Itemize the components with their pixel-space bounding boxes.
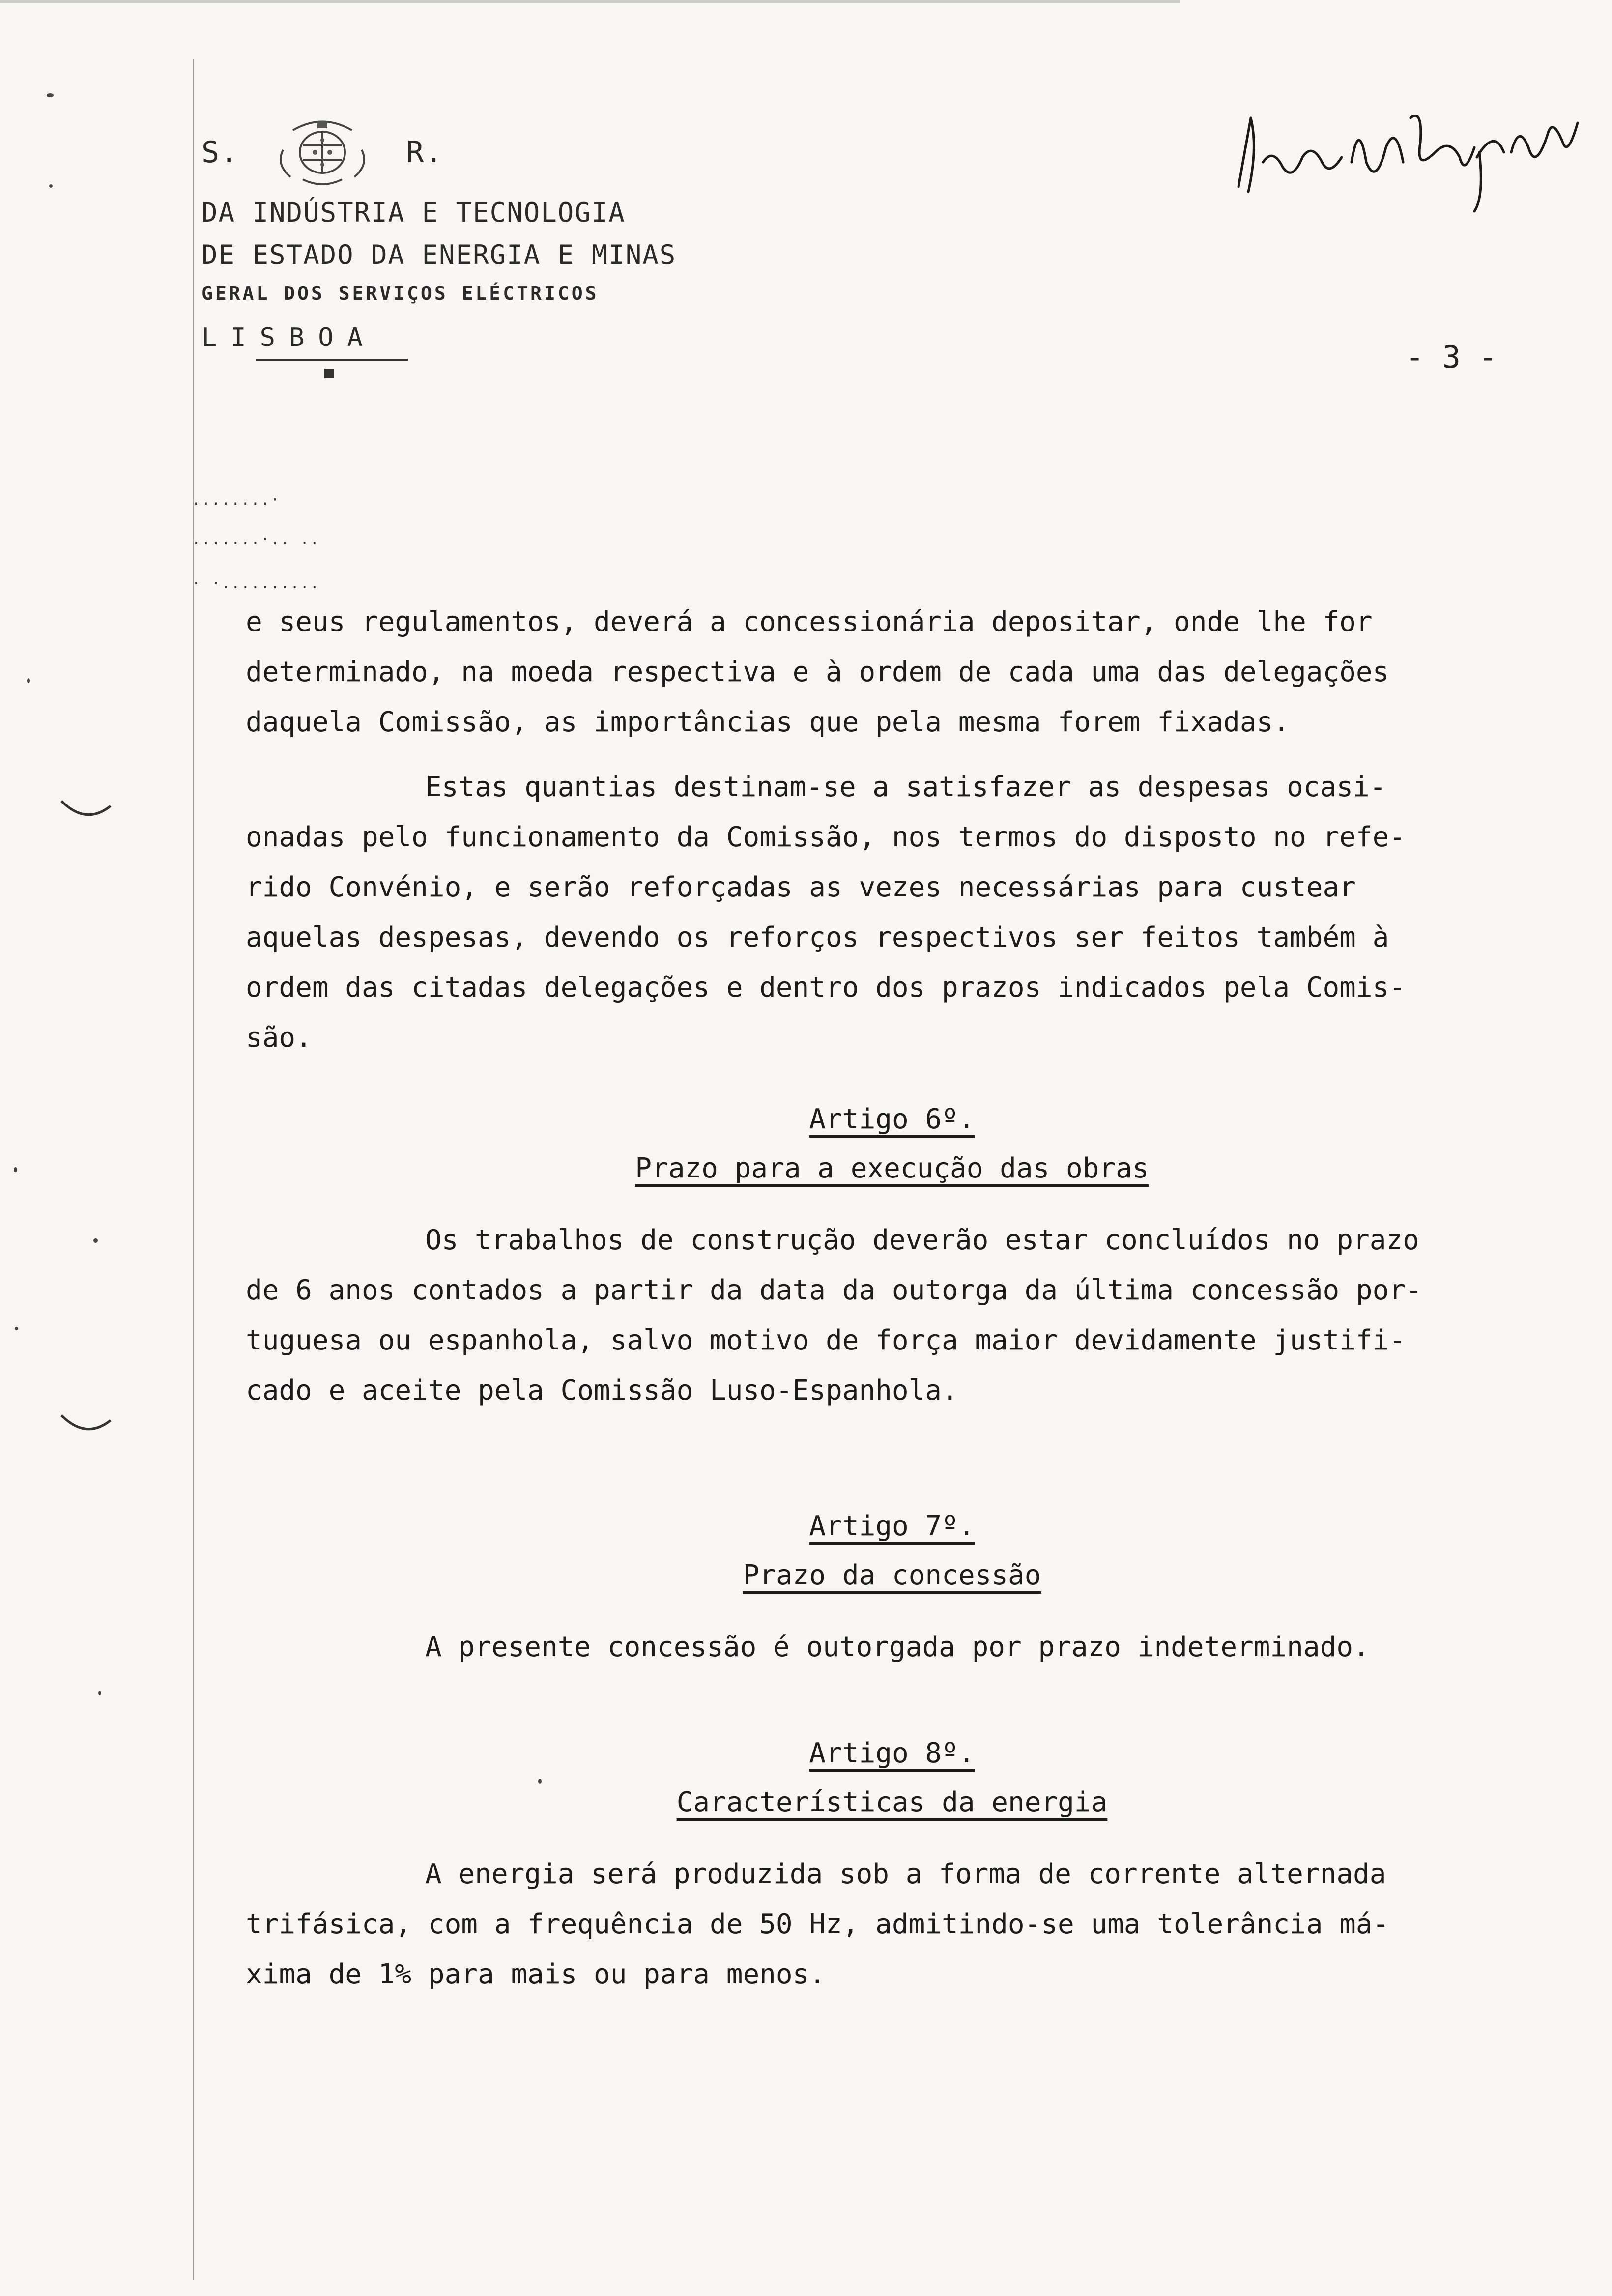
body-line: rido Convénio, e serão reforçadas as vezes necessárias para custear <box>246 871 1356 903</box>
body-line: Estas quantias destinam-se a satisfazer as despesas ocasi- <box>425 771 1386 803</box>
margin-line <box>193 59 194 2280</box>
scan-speck <box>98 1691 101 1695</box>
body-line: onadas pelo funcionamento da Comissão, nos termos do disposto no refe- <box>246 821 1406 853</box>
article-6-heading: Artigo 6º. <box>809 1103 975 1135</box>
scan-speck <box>538 1779 542 1784</box>
body-line: cado e aceite pela Comissão Luso-Espanhola. <box>246 1375 958 1406</box>
letterhead-seal-row <box>202 113 676 192</box>
body-line: A presente concessão é outorgada por prazo indeterminado. <box>425 1631 1370 1663</box>
city-mark <box>324 369 334 378</box>
margin-dots-1: ........· <box>192 491 281 509</box>
letterhead-ministry-line: DA INDÚSTRIA E TECNOLOGIA <box>202 197 626 228</box>
scan-speck <box>15 1327 18 1330</box>
article-7-heading: Artigo 7º. <box>809 1510 975 1542</box>
body-line: e seus regulamentos, deverá a concessionária depositar, onde lhe for <box>246 606 1373 638</box>
page-top-edge <box>0 0 1180 3</box>
body-line: Os trabalhos de construção deverão estar concluídos no prazo <box>425 1224 1419 1256</box>
margin-dots-3: · ·.......... <box>192 575 320 592</box>
article-7-title: Prazo da concessão <box>743 1559 1041 1591</box>
city-underline <box>256 359 408 361</box>
letterhead-right-letter: R. <box>406 135 444 170</box>
body-line: de 6 anos contados a partir da data da outorga da última concessão por- <box>246 1274 1422 1306</box>
body-line: tuguesa ou espanhola, salvo motivo de força maior devidamente justifi- <box>246 1324 1406 1356</box>
body-line: trifásica, com a frequência de 50 Hz, admitindo-se uma tolerância má- <box>246 1908 1389 1940</box>
page-number: - 3 - <box>1406 339 1497 375</box>
hole-punch-mark <box>59 796 113 826</box>
document-body <box>246 597 1538 2000</box>
letterhead-left-letter: S. <box>202 135 239 170</box>
scan-speck <box>93 1238 98 1243</box>
scan-speck <box>47 93 54 97</box>
handwritten-signature <box>1229 88 1583 216</box>
scan-speck <box>49 184 53 188</box>
letterhead-secretariat-line: DE ESTADO DA ENERGIA E MINAS <box>202 239 677 270</box>
coat-of-arms-seal <box>273 115 372 189</box>
scan-speck <box>14 1167 17 1172</box>
article-8-title: Características da energia <box>676 1786 1108 1818</box>
body-line: ordem das citadas delegações e dentro dos prazos indicados pela Comis- <box>246 972 1406 1004</box>
hole-punch-mark <box>59 1410 113 1440</box>
letterhead <box>202 113 676 378</box>
letterhead-directorate-line: GERAL DOS SERVIÇOS ELÉCTRICOS <box>202 283 599 304</box>
scan-speck <box>27 678 30 683</box>
letterhead-city: LISBOA <box>202 323 376 352</box>
body-line: daquela Comissão, as importâncias que pela mesma forem fixadas. <box>246 706 1290 738</box>
body-line: determinado, na moeda respectiva e à ordem de cada uma das delegações <box>246 656 1389 688</box>
body-line: são. <box>246 1022 312 1054</box>
article-6-title: Prazo para a execução das obras <box>635 1152 1149 1184</box>
body-line: xima de 1% para mais ou para menos. <box>246 1958 826 1990</box>
margin-dots-2: .......·.. .. <box>192 531 320 548</box>
body-line: aquelas despesas, devendo os reforços respectivos ser feitos também à <box>246 921 1389 953</box>
article-8-heading: Artigo 8º. <box>809 1737 975 1769</box>
body-line: A energia será produzida sob a forma de corrente alternada <box>425 1858 1386 1890</box>
